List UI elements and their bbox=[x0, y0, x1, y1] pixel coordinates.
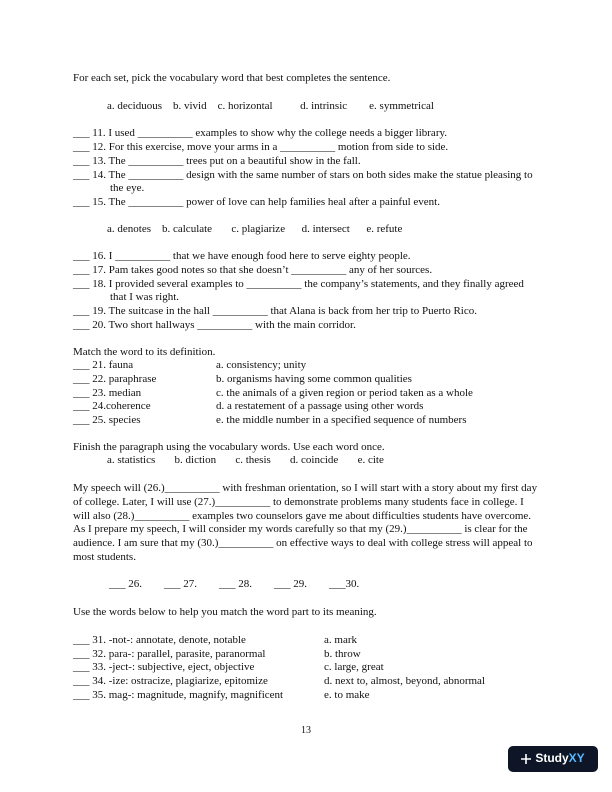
brand-name-xy: XY bbox=[568, 751, 585, 766]
bank3-option-d: d. coincide bbox=[290, 454, 339, 467]
bank2-option-c: c. plagiarize bbox=[231, 222, 286, 235]
match-row-35 bbox=[73, 689, 543, 703]
match-term: ___ 24.coherence bbox=[73, 400, 151, 413]
brand-name-study: Study bbox=[535, 751, 569, 766]
match-row-32 bbox=[73, 648, 543, 662]
match-definition: c. the animals of a given region or period taken as a whole bbox=[216, 386, 473, 399]
bank3-option-a: a. statistics bbox=[107, 454, 156, 467]
match-row-25 bbox=[73, 414, 543, 428]
bank3-option-c: c. thesis bbox=[235, 454, 271, 467]
question-group-1 bbox=[73, 127, 543, 209]
section4-instruction: Use the words below to help you match the word part to its meaning. bbox=[73, 606, 377, 619]
question-14: ___ 14. The __________ design with the same number of stars on both sides make the statue pleasing to the eye. bbox=[73, 168, 533, 195]
match-row-24 bbox=[73, 400, 543, 414]
match-term: ___ 23. median bbox=[73, 386, 142, 399]
bank2-option-e: e. refute bbox=[366, 222, 403, 235]
section2-instruction: Match the word to its definition. bbox=[73, 345, 216, 358]
word-part-meaning: b. throw bbox=[324, 647, 361, 660]
bank1-option-d: d. intrinsic bbox=[300, 99, 348, 112]
match-row-33 bbox=[73, 661, 543, 675]
worksheet-page bbox=[73, 72, 543, 702]
brand-name bbox=[535, 752, 584, 766]
bank3-option-b: b. diction bbox=[174, 454, 217, 467]
word-bank-3 bbox=[107, 454, 543, 468]
answer-26: ___ 26. bbox=[109, 578, 142, 591]
cloze-paragraph: My speech will (26.)__________ with freshman orientation, so I will start with a story about my first day of college. Later, I will use (27.)__________ to demonstrate problems many students face in college. I will also (28.)__________ examples two counselors gave me about difficulties students have overcome. As I prepare my speech, I will consider my words carefully so that my (29.)__________ is clear for the audience. I am sure that my (30.)__________ on effective ways to deal with college stress will appeal to most students. bbox=[73, 482, 538, 563]
word-part: ___ 35. mag-: magnitude, magnify, magnificent bbox=[73, 688, 284, 701]
bank3-option-e: e. cite bbox=[357, 454, 384, 467]
match-definition: a. consistency; unity bbox=[216, 359, 307, 372]
question-17: ___ 17. Pam takes good notes so that she doesn’t __________ any of her sources. bbox=[73, 264, 433, 277]
bank1-option-b: b. vivid bbox=[172, 99, 207, 112]
bank1-option-a: a. deciduous bbox=[107, 99, 162, 112]
question-18: ___ 18. I provided several examples to __________ the company’s statements, and they finally agreed that I was right. bbox=[73, 277, 524, 304]
word-part-matching bbox=[73, 634, 543, 703]
word-part: ___ 33. -ject-: subjective, eject, objective bbox=[73, 661, 255, 674]
bank1-option-e: e. symmetrical bbox=[369, 99, 434, 112]
word-part: ___ 32. para-: parallel, parasite, paranormal bbox=[73, 647, 266, 660]
question-12: ___ 12. For this exercise, move your arms in a __________ motion from side to side. bbox=[73, 141, 449, 154]
matching-section bbox=[73, 346, 543, 428]
match-row-31 bbox=[73, 634, 543, 648]
match-term: ___ 22. paraphrase bbox=[73, 372, 157, 385]
word-part: ___ 31. -not-: annotate, denote, notable bbox=[73, 633, 246, 646]
plus-icon bbox=[521, 754, 531, 764]
bank1-option-c: c. horizontal bbox=[217, 99, 273, 112]
question-20: ___ 20. Two short hallways __________ with the main corridor. bbox=[73, 318, 356, 331]
section1-instruction: For each set, pick the vocabulary word that best completes the sentence. bbox=[73, 72, 391, 84]
bank2-option-d: d. intersect bbox=[301, 222, 350, 235]
match-row-34 bbox=[73, 675, 543, 689]
section3-instruction: Finish the paragraph using the vocabulary words. Use each word once. bbox=[73, 440, 385, 453]
match-definition: e. the middle number in a specified sequence of numbers bbox=[216, 414, 467, 427]
question-13: ___ 13. The __________ trees put on a beautiful show in the fall. bbox=[73, 154, 361, 167]
question-19: ___ 19. The suitcase in the hall __________ that Alana is back from her trip to Puerto Rico. bbox=[73, 305, 477, 318]
question-11: ___ 11. I used __________ examples to show why the college needs a bigger library. bbox=[73, 127, 448, 140]
match-term: ___ 21. fauna bbox=[73, 359, 134, 372]
bank2-option-a: a. denotes bbox=[107, 222, 151, 235]
word-bank-1 bbox=[107, 100, 543, 114]
match-row-22 bbox=[73, 373, 543, 387]
answer-27: ___ 27. bbox=[164, 578, 197, 591]
answer-blanks bbox=[109, 578, 543, 592]
word-part-meaning: a. mark bbox=[324, 633, 357, 646]
match-term: ___ 25. species bbox=[73, 414, 141, 427]
bank2-option-b: b. calculate bbox=[161, 222, 213, 235]
word-part: ___ 34. -ize: ostracize, plagiarize, epitomize bbox=[73, 674, 268, 687]
question-group-2 bbox=[73, 250, 543, 332]
studyxy-logo[interactable] bbox=[508, 746, 598, 772]
word-part-meaning: e. to make bbox=[324, 688, 370, 701]
match-row-21 bbox=[73, 359, 543, 373]
match-definition: d. a restatement of a passage using other words bbox=[216, 400, 424, 413]
word-part-meaning: d. next to, almost, beyond, abnormal bbox=[324, 674, 485, 687]
page-number: 13 bbox=[301, 725, 311, 736]
question-16: ___ 16. I __________ that we have enough food here to serve eighty people. bbox=[73, 250, 411, 263]
match-definition: b. organisms having some common qualities bbox=[216, 372, 412, 385]
answer-30: ___30. bbox=[329, 578, 360, 591]
word-bank-2 bbox=[107, 223, 543, 237]
answer-28: ___ 28. bbox=[219, 578, 252, 591]
question-15: ___ 15. The __________ power of love can help families heal after a painful event. bbox=[73, 195, 440, 208]
match-row-23 bbox=[73, 387, 543, 401]
word-part-meaning: c. large, great bbox=[324, 661, 384, 674]
answer-29: ___ 29. bbox=[274, 578, 307, 591]
